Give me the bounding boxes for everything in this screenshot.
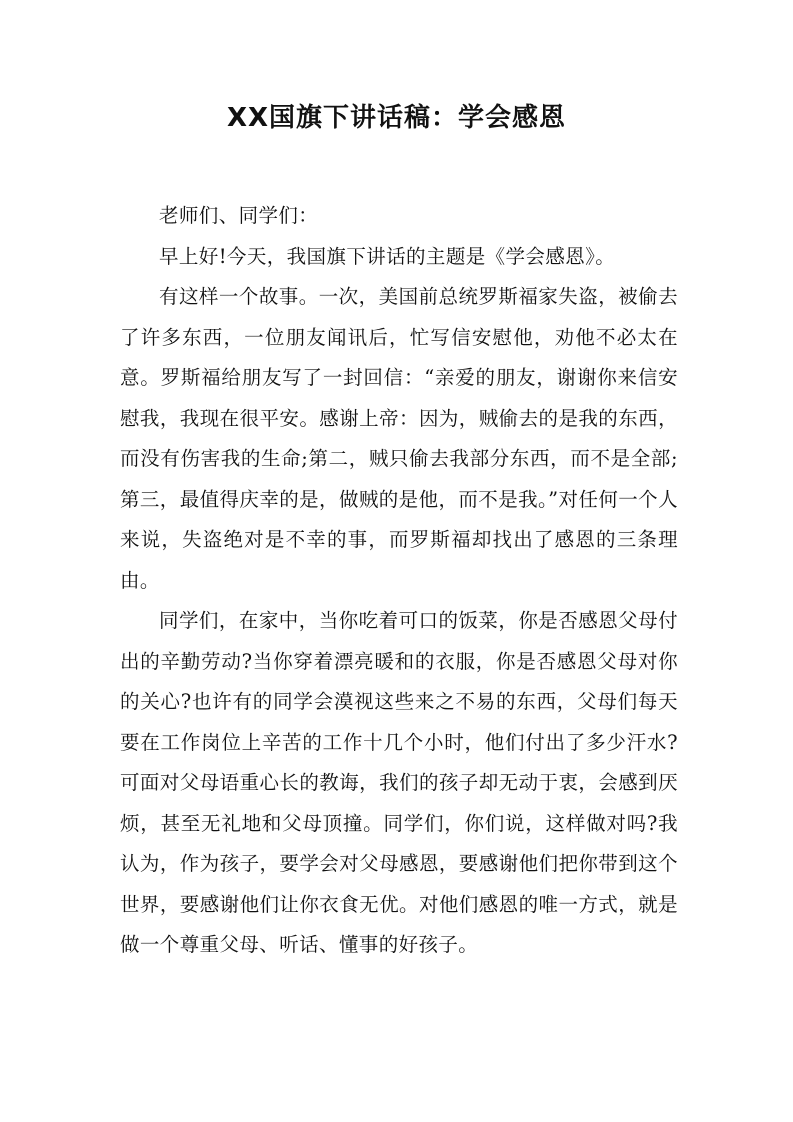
greeting-paragraph: 早上好!今天，我国旗下讲话的主题是《学会感恩》。: [159, 244, 616, 268]
document-title: XX国旗下讲话稿：学会感恩: [226, 103, 567, 133]
document-body: [120, 196, 678, 966]
parents-paragraph: 同学们，在家中，当你吃着可口的饭菜，你是否感恩父母付出的辛勤劳动?当你穿着漂亮暖和的衣服，你是否感恩父母对你的关心?也许有的同学会漠视这些来之不易的东西，父母们每天要在工作岗位上辛苦的工作十几个小时，他们付出了多少汗水?可面对父母语重心长的教诲，我们的孩子却无动于衷，会感到厌烦，甚至无礼地和父母顶撞。同学们，你们说，这样做对吗?我认为，作为孩子，要学会对父母感恩，要感谢他们把你带到这个世界，要感谢他们让你衣食无优。对他们感恩的唯一方式，就是做一个尊重父母、听话、懂事的好孩子。: [120, 609, 678, 956]
salutation-paragraph: 老师们、同学们：: [159, 204, 319, 227]
story-paragraph: 有这样一个故事。一次，美国前总统罗斯福家失盗，被偷去了许多东西，一位朋友闻讯后，忙写信安慰他，劝他不必太在意。罗斯福给朋友写了一封回信：“亲爱的朋友，谢谢你来信安慰我，我现在很平安。感谢上帝：因为，贼偷去的是我的东西，而没有伤害我的生命;第二，贼只偷去我部分东西，而不是全部;第三，最值得庆幸的是，做贼的是他，而不是我。”对任何一个人来说，失盗绝对是不幸的事，而罗斯福却找出了感恩的三条理由。: [120, 285, 678, 592]
